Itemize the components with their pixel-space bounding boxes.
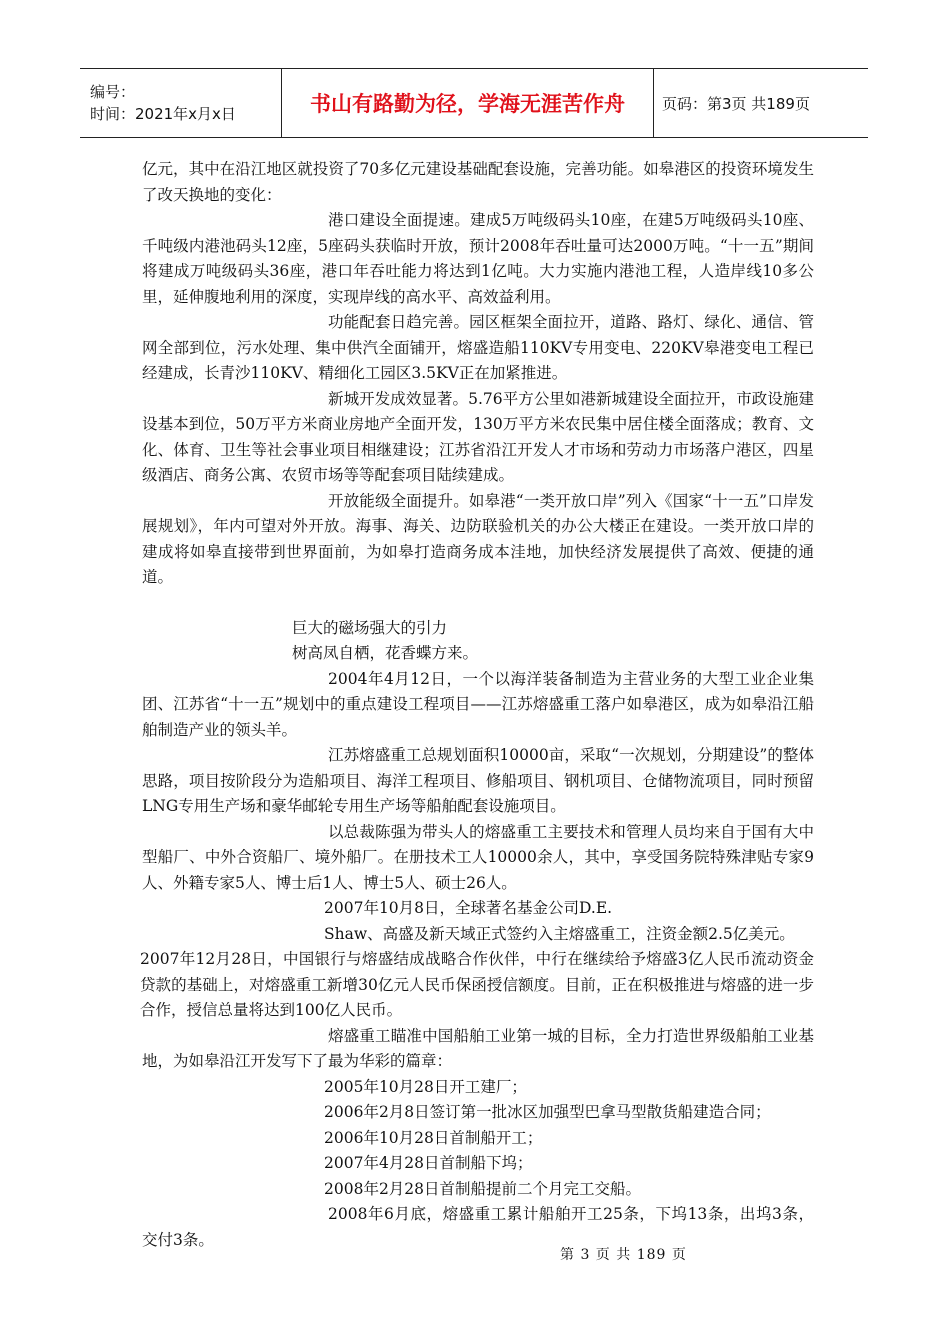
page-header bbox=[80, 68, 868, 138]
milestone-item: 2005年10月28日开工建厂； bbox=[324, 1077, 527, 1096]
paragraph: 2004年4月12日，一个以海洋装备制造为主营业务的大型工业企业集团、江苏省“十一五”规划中的重点建设工程项目——江苏熔盛重工落户如皋港区，成为如皋沿江船舶制造产业的领头羊。 bbox=[142, 669, 814, 739]
number-label: 编号： bbox=[90, 83, 136, 101]
paragraph: 新城开发成效显著。5.76平方公里如港新城建设全面拉开，市政设施建设基本到位，50万平方米商业房地产全面开发，130万平方米农民集中居住楼全面落成；教育、文化、体育、卫生等社会事业项目相继建设；江苏省沿江开发人才市场和劳动力市场落户港区，四星级酒店、商务公寓、农贸市场等等配套项目陆续建成。 bbox=[142, 389, 814, 484]
milestone-item: 2006年10月28日首制船开工； bbox=[324, 1128, 543, 1147]
paragraph: 2007年10月8日，全球著名基金公司D.E. bbox=[324, 899, 613, 917]
paragraph: 亿元，其中在沿江地区就投资了70多亿元建设基础配套设施，完善功能。如皋港区的投资环境发生了改天换地的变化： bbox=[142, 160, 814, 204]
paragraph: 开放能级全面提升。如皋港“一类开放口岸”列入《国家“十一五”口岸发展规划》，年内可望对外开放。海事、海关、边防联验机关的办公大楼正在建设。一类开放口岸的建成将如皋直接带到世界面前，为如皋打造商务成本洼地，加快经济发展提供了高效、便捷的通道。 bbox=[142, 491, 814, 586]
paragraph: 熔盛重工瞄准中国船舶工业第一城的目标，全力打造世界级船舶工业基地，为如皋沿江开发写下了最为华彩的篇章： bbox=[142, 1026, 814, 1070]
paragraph: 功能配套日趋完善。园区框架全面拉开，道路、路灯、绿化、通信、管网全部到位，污水处理、集中供汽全面铺开，熔盛造船110KV专用变电、220KV皋港变电工程已经建成，长青沙110KV、精细化工园区3.5KV正在加紧推进。 bbox=[142, 313, 814, 382]
header-page bbox=[654, 69, 868, 137]
paragraph: 港口建设全面提速。建成5万吨级码头10座，在建5万吨级码头10座、千吨级内港池码头12座，5座码头获临时开放，预计2008年吞吐量可达2000万吨。“十一五”期间将建成万吨级码头36座，港口年吞吐能力将达到1亿吨。大力实施内港池工程，人造岸线10多公里，延伸腹地利用的深度，实现岸线的高水平、高效益利用。 bbox=[142, 211, 814, 306]
section-heading: 巨大的磁场强大的引力 bbox=[292, 618, 448, 637]
header-meta bbox=[80, 69, 282, 137]
section-subheading: 树高凤自栖，花香蝶方来。 bbox=[292, 644, 479, 662]
paragraph: 2007年12月28日，中国银行与熔盛结成战略合作伙伴，中行在继续给予熔盛3亿人民币流动资金贷款的基础上，对熔盛重工新增30亿元人民币保函授信额度。目前，正在积极推进与熔盛的进一步合作，授信总量将达到100亿人民币。 bbox=[140, 950, 814, 1019]
paragraph: 2008年6月底，熔盛重工累计船舶开工25条，下坞13条，出坞3条，交付3条。 bbox=[142, 1205, 814, 1249]
header-motto bbox=[282, 69, 654, 137]
motto-text: 书山有路勤为径，学海无涯苦作舟 bbox=[310, 92, 625, 116]
page-footer: 第 3 页 共 189 页 bbox=[560, 1247, 687, 1263]
milestone-item: 2006年2月8日签订第一批冰区加强型巴拿马型散货船建造合同； bbox=[324, 1103, 771, 1121]
page-label: 页码：第3页 共189页 bbox=[662, 94, 810, 113]
date-label: 时间：2021年x月x日 bbox=[90, 105, 236, 123]
milestone-item: 2008年2月28日首制船提前二个月完工交船。 bbox=[324, 1179, 642, 1198]
document-body bbox=[142, 157, 814, 1253]
paragraph: 以总裁陈强为带头人的熔盛重工主要技术和管理人员均来自于国有大中型船厂、中外合资船厂、境外船厂。在册技术工人10000余人，其中，享受国务院特殊津贴专家9人、外籍专家5人、博士后1人、博士5人、硕士26人。 bbox=[142, 822, 814, 892]
milestone-item: 2007年4月28日首制船下坞； bbox=[324, 1154, 533, 1172]
paragraph: Shaw、高盛及新天域正式签约入主熔盛重工，注资金额2.5亿美元。 bbox=[324, 924, 795, 943]
paragraph: 江苏熔盛重工总规划面积10000亩，采取“一次规划，分期建设”的整体思路，项目按阶段分为造船项目、海洋工程项目、修船项目、钢机项目、仓储物流项目，同时预留LNG专用生产场和豪华邮轮专用生产场等船舶配套设施项目。 bbox=[142, 746, 814, 815]
